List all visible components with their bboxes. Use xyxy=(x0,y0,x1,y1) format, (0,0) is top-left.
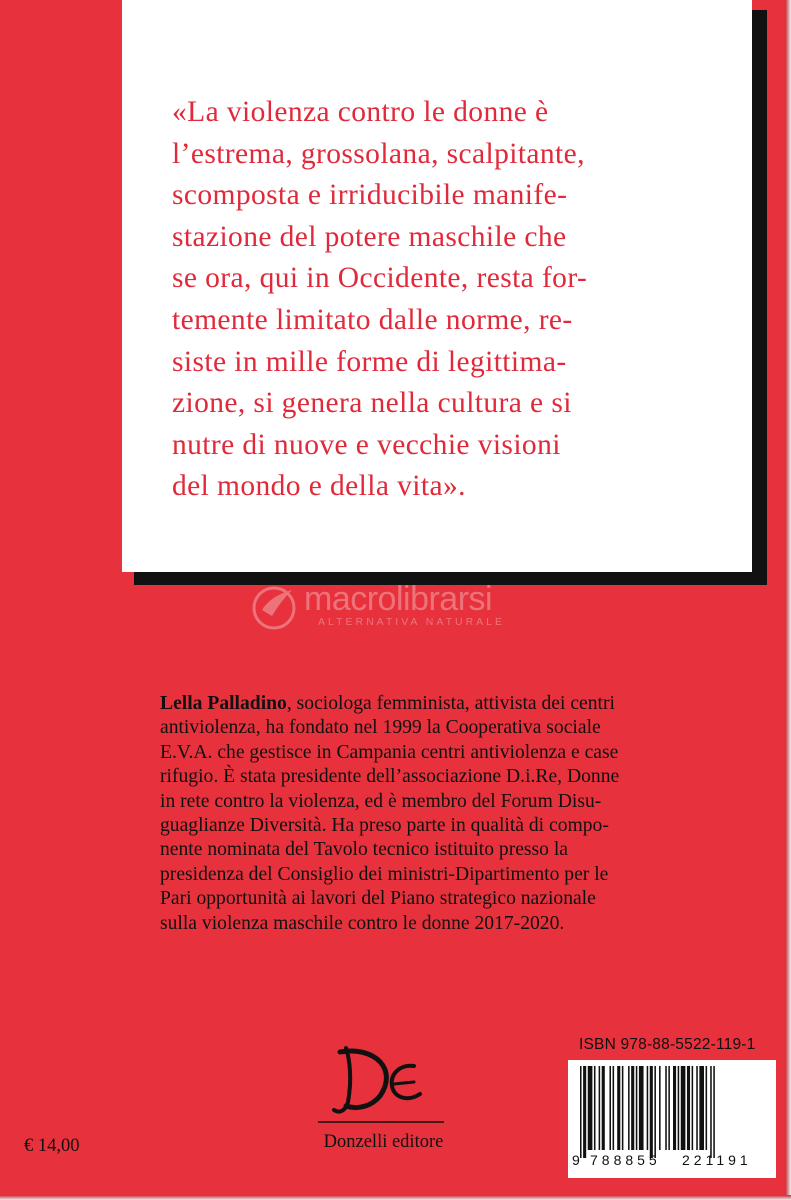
bio-line: nente nominata del Tavolo tecnico istituito presso la xyxy=(160,839,569,861)
barcode-bar xyxy=(678,1066,680,1150)
publisher-name: Donzelli editore xyxy=(323,1132,444,1152)
barcode-bar xyxy=(639,1066,644,1150)
barcode-bar xyxy=(647,1066,649,1150)
barcode-bar xyxy=(687,1066,690,1150)
quote-box xyxy=(122,0,752,572)
quote-line: l’estrema, grossolana, scalpitante, xyxy=(172,137,585,170)
barcode-bar xyxy=(665,1066,667,1150)
barcode-bar xyxy=(692,1066,694,1150)
barcode-bar xyxy=(622,1066,624,1150)
watermark-title: macrolibrarsi xyxy=(304,580,493,618)
quote-line: scomposta e irriducibile manife- xyxy=(172,179,568,212)
quote-line: temente limitato dalle norme, re- xyxy=(172,303,573,336)
barcode-bar xyxy=(699,1066,704,1150)
barcode-bar xyxy=(681,1066,686,1150)
barcode xyxy=(568,1060,776,1178)
barcode-bar xyxy=(631,1066,634,1150)
bio-line-rest: , sociologa femminista, attivista dei centri xyxy=(286,693,615,714)
quote-line: «La violenza contro le donne è xyxy=(172,96,549,128)
barcode-first-digit: 9 xyxy=(572,1152,580,1168)
quote-line: del mondo e della vita». xyxy=(172,470,466,503)
barcode-left-group: 788855 xyxy=(590,1152,661,1168)
barcode-bar xyxy=(659,1066,661,1150)
barcode-bar xyxy=(588,1066,593,1150)
barcode-digits xyxy=(572,1152,752,1168)
bio-line: in rete contro la violenza, ed è membro del Forum Disu- xyxy=(160,790,602,812)
isbn: ISBN 978-88-5522-119-1 xyxy=(579,1036,756,1053)
barcode-bar xyxy=(580,1066,582,1158)
bio-line xyxy=(160,692,740,716)
barcode-bar xyxy=(613,1066,615,1150)
bio-line: rifugio. È stata presidente dell’associazione D.i.Re, Donne xyxy=(160,766,620,788)
barcode-bars xyxy=(580,1066,766,1158)
barcode-bar xyxy=(636,1066,638,1150)
barcode-bar xyxy=(594,1066,596,1150)
barcode-bar xyxy=(710,1066,712,1158)
barcode-bar xyxy=(696,1066,698,1150)
quote-line: siste in mille forme di legittima- xyxy=(172,345,567,378)
bio-line: antiviolenza, ha fondato nel 1999 la Cooperativa sociale xyxy=(160,717,601,739)
quote-line: stazione del potere maschile che xyxy=(172,220,567,253)
barcode-bar xyxy=(617,1066,620,1150)
barcode-bar xyxy=(650,1066,653,1158)
barcode-bar xyxy=(668,1066,670,1150)
watermark xyxy=(248,578,548,638)
quote-line: zione, si genera nella cultura e si xyxy=(172,387,572,420)
bio-line: guaglianze Diversità. Ha preso parte in qualità di compo- xyxy=(160,815,609,837)
bio-line: E.V.A. che gestisce in Campania centri antiviolenza e case xyxy=(160,741,619,763)
quote-text xyxy=(172,92,732,508)
barcode-bar xyxy=(609,1066,611,1150)
cover-edge-bottom xyxy=(0,1195,791,1200)
bio-line: sulla violenza maschile contro le donne 2017-2020. xyxy=(160,912,565,934)
barcode-bar xyxy=(599,1066,601,1150)
price: € 14,00 xyxy=(24,1136,80,1156)
barcode-bar xyxy=(583,1066,586,1158)
quote-line: nutre di nuove e vecchie visioni xyxy=(172,428,561,461)
bio-line: presidenza del Consiglio dei ministri-Dipartimento per le xyxy=(160,863,609,885)
author-name: Lella Palladino xyxy=(160,693,287,714)
barcode-bar xyxy=(713,1066,715,1158)
macrolibrarsi-logo-icon xyxy=(248,580,300,632)
donzelli-de-logo-icon xyxy=(316,1040,446,1126)
bio-line: Pari opportunità ai lavori del Piano strategico nazionale xyxy=(160,888,596,910)
barcode-bar xyxy=(706,1066,708,1150)
barcode-right-group: 221191 xyxy=(682,1152,752,1168)
barcode-bar xyxy=(628,1066,630,1150)
barcode-bar xyxy=(673,1066,676,1150)
barcode-bar xyxy=(654,1066,656,1158)
quote-line: se ora, qui in Occidente, resta for- xyxy=(172,262,588,295)
author-bio xyxy=(160,692,740,936)
cover-edge-right xyxy=(785,0,791,1200)
watermark-subtitle: ALTERNATIVA NATURALE xyxy=(318,616,505,628)
barcode-bar xyxy=(602,1066,605,1150)
